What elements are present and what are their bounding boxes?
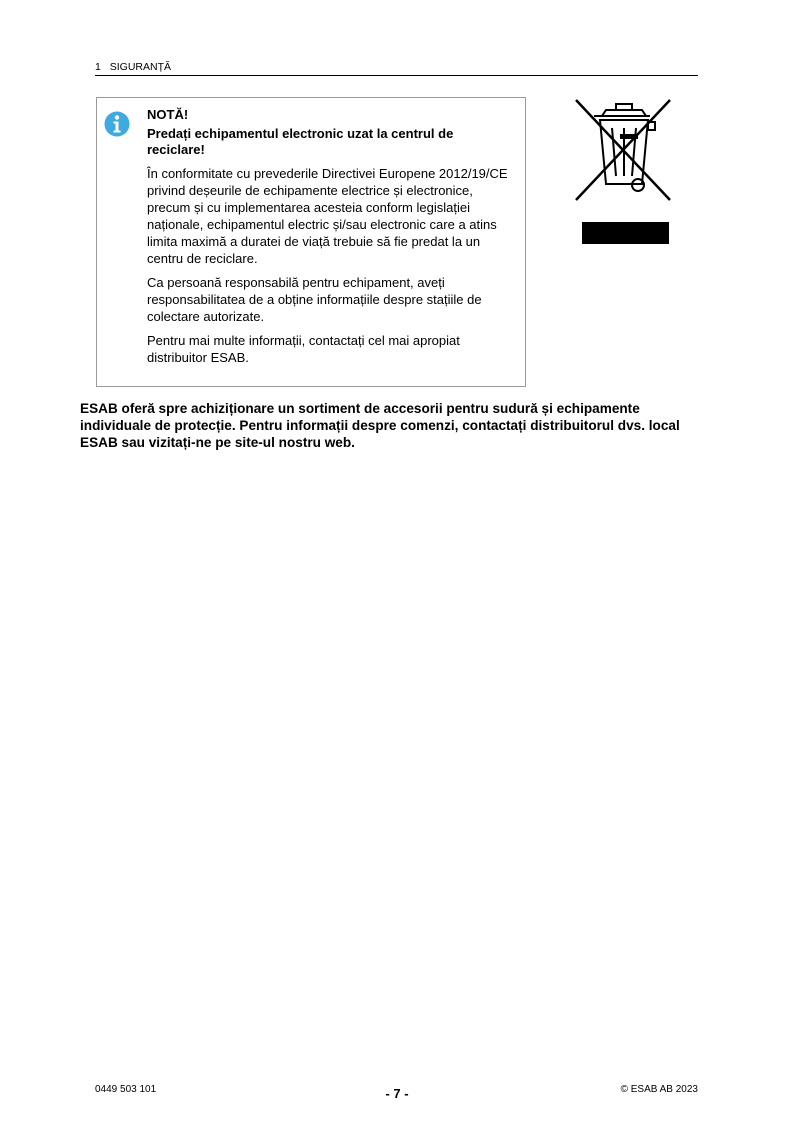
section-number: 1 <box>95 61 101 73</box>
info-icon <box>104 111 130 137</box>
copyright: © ESAB AB 2023 <box>620 1084 698 1095</box>
section-title: SIGURANȚĂ <box>109 61 172 73</box>
note-paragraph-responsibility: Ca persoană responsabilă pentru echipament, aveți responsabilitatea de a obține informațiile despre stațiile de colectare autorizate. <box>147 275 482 324</box>
accessories-offer-text: ESAB oferă spre achiziționare un sortiment de accesorii pentru sudură și echipamente individuale de protecție. Pentru informații despre comenzi, contactați distribuitorul dvs. local ESAB sau vizitați-ne pe site-ul nostru web. <box>80 401 680 450</box>
document-number: 0449 503 101 <box>95 1084 157 1095</box>
crossed-out-wheelie-bin-icon <box>572 96 674 204</box>
note-subtitle: Predați echipamentul electronic uzat la centrul de reciclare! <box>147 126 454 157</box>
page-header <box>95 61 698 76</box>
note-box <box>96 97 526 387</box>
weee-underline-bar <box>582 222 669 244</box>
note-paragraph-directive: În conformitate cu prevederile Directivei Europene 2012/19/CE privind deșeurile de echipamente electrice și electronice, precum și cu implementarea acesteia conform legislației naționale, echipamentul electric și/sau electronic care a atins limita maximă a duratei de viață trebuie să fie predat la un centru de reciclare. <box>147 166 508 266</box>
note-title: NOTĂ! <box>147 107 189 122</box>
note-body <box>147 107 512 366</box>
page-number: - 7 - <box>385 1086 409 1101</box>
note-paragraph-contact: Pentru mai multe informații, contactați cel mai apropiat distribuitor ESAB. <box>147 333 460 365</box>
